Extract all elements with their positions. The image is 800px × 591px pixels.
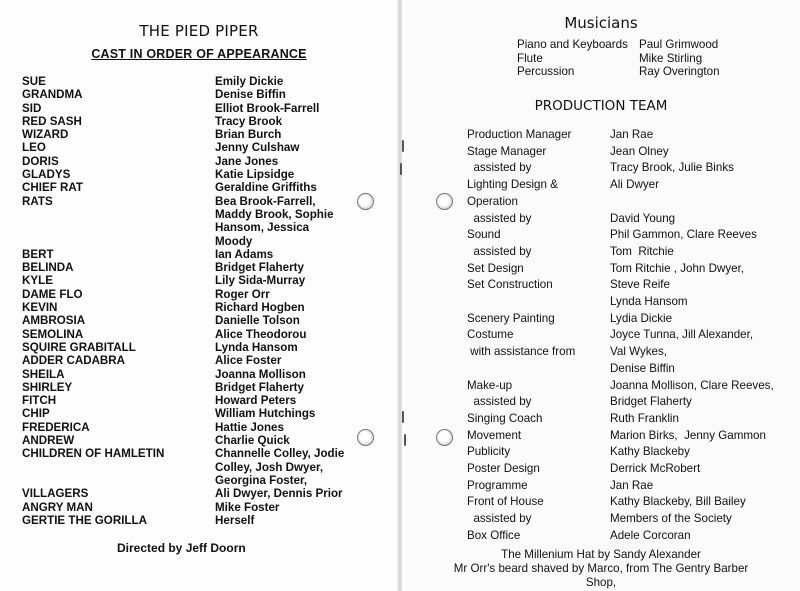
cast-actor-line: Lily Sida-Murray — [215, 274, 306, 288]
musician-row — [517, 52, 720, 66]
production-name: Phil Gammon, Clare Reeves — [610, 228, 757, 242]
production-role: Lighting Design & — [467, 178, 558, 192]
production-role: assisted by — [467, 244, 532, 258]
cast-actor — [215, 354, 345, 367]
cast-row — [22, 421, 345, 434]
cast-actor-line: Hattie Jones — [215, 420, 284, 434]
production-role — [467, 361, 610, 378]
cast-row — [22, 434, 345, 447]
production-name: Steve Reife — [610, 278, 670, 292]
production-row — [467, 294, 790, 311]
production-name: Jan Rae — [610, 128, 654, 141]
production-role: Set Design — [467, 261, 524, 275]
production-name: Derrick McRobert — [610, 462, 701, 476]
cast-actor — [215, 274, 345, 287]
cast-actor-line: Hansom, Jessica — [215, 221, 310, 235]
cast-role: CHIP — [22, 407, 50, 421]
cast-row — [22, 168, 345, 181]
cast-actor-line: Colley, Josh Dwyer, — [215, 460, 324, 474]
cast-row — [22, 195, 345, 248]
production-name: Jan Rae — [610, 478, 654, 492]
production-row — [467, 478, 790, 495]
cast-row — [22, 341, 345, 354]
cast-role: BELINDA — [22, 261, 74, 275]
footer-line: Mr Orr's beard shaved by Marco, from The Gentry Barber — [453, 562, 749, 575]
musician-instrument: Piano and Keyboards — [517, 38, 628, 51]
cast-role: GRANDMA — [22, 88, 83, 102]
production-row — [467, 127, 790, 144]
play-title: THE PIED PIPER — [139, 22, 259, 40]
production-role: Production Manager — [467, 128, 572, 141]
production-row — [467, 327, 790, 344]
cast-actor-line: Channelle Colley, Jodie — [215, 447, 345, 461]
production-name: Joanna Mollison, Clare Reeves, — [610, 378, 774, 392]
musician-row — [517, 65, 720, 79]
production-name: David Young — [610, 211, 676, 225]
production-row — [467, 494, 790, 511]
cast-actor-line: Howard Peters — [215, 394, 297, 408]
production-row — [467, 227, 790, 244]
cast-actor-line: Brian Burch — [215, 128, 282, 142]
production-name: Denise Biffin — [610, 361, 675, 375]
cast-role: BERT — [22, 247, 54, 261]
production-row — [467, 160, 790, 177]
cast-row — [22, 368, 345, 381]
cast-actor — [215, 341, 345, 354]
cast-actor — [215, 381, 345, 394]
cast-actor — [215, 75, 345, 88]
cast-row — [22, 381, 345, 394]
production-team-list — [467, 127, 790, 545]
production-role: Set Construction — [467, 278, 553, 292]
production-name: Kathy Blackeby, Bill Bailey — [610, 495, 746, 509]
cast-row — [22, 141, 345, 154]
cast-row — [22, 274, 345, 287]
cast-role: FITCH — [22, 394, 57, 408]
cast-actor — [215, 128, 345, 141]
musicians-list — [517, 38, 720, 79]
cast-actor-line: Alice Foster — [215, 354, 282, 368]
cast-actor-line: Bea Brook-Farrell, — [215, 194, 316, 208]
cast-actor-line: Georgina Foster, — [215, 473, 308, 487]
punch-hole-icon — [436, 429, 453, 446]
staple-mark-icon — [402, 411, 404, 423]
production-role: assisted by — [467, 512, 532, 526]
musician-instrument: Flute — [517, 51, 543, 65]
punch-hole-icon — [357, 193, 374, 210]
production-role: Singing Coach — [467, 411, 543, 425]
production-row — [467, 194, 790, 211]
cast-actor — [215, 288, 345, 301]
cast-actor — [215, 301, 345, 314]
cast-actor-line: William Hutchings — [215, 407, 316, 421]
production-role: Publicity — [467, 445, 511, 459]
production-role: Poster Design — [467, 462, 540, 476]
production-role: assisted by — [467, 211, 532, 225]
production-name: Tom Ritchie — [610, 244, 674, 258]
musician-name: Paul Grimwood — [639, 38, 719, 51]
cast-row — [22, 261, 345, 274]
production-name: Tracy Brook, Julie Binks — [610, 161, 734, 175]
production-role: Operation — [467, 194, 518, 208]
cast-actor-line: Ali Dwyer, Dennis Prior — [215, 487, 343, 501]
cast-actor-line: Elliot Brook-Farrell — [215, 101, 320, 115]
cast-role: AMBROSIA — [22, 314, 86, 328]
production-role: Movement — [467, 428, 522, 442]
cast-actor-line: Ian Adams — [215, 247, 274, 261]
cast-actor-line: Charlie Quick — [215, 434, 290, 448]
cast-role: FREDERICA — [22, 420, 90, 434]
cast-actor — [215, 181, 345, 194]
punch-hole-icon — [436, 193, 453, 210]
cast-heading: CAST IN ORDER OF APPEARANCE — [91, 47, 307, 61]
production-name: Marion Birks, Jenny Gammon — [610, 428, 766, 442]
production-row — [467, 144, 790, 161]
staple-mark-icon — [402, 140, 404, 152]
production-row — [467, 344, 790, 361]
production-role: Scenery Painting — [467, 311, 555, 325]
right-page — [402, 0, 800, 591]
cast-actor — [215, 141, 345, 154]
production-name: Adele Corcoran — [610, 528, 691, 542]
cast-actor — [215, 407, 345, 420]
production-role: assisted by — [467, 395, 532, 409]
production-row — [467, 361, 790, 378]
cast-actor — [215, 328, 345, 341]
cast-actor-line: Katie Lipsidge — [215, 168, 295, 182]
cast-role: KYLE — [22, 274, 53, 288]
cast-actor — [215, 102, 345, 115]
production-name: Members of the Society — [610, 512, 732, 526]
cast-role: SQUIRE GRABITALL — [22, 340, 136, 354]
footer-line: Shop, — [585, 576, 617, 589]
cast-row — [22, 155, 345, 168]
cast-row — [22, 115, 345, 128]
cast-role: CHILDREN OF HAMLETIN — [22, 447, 165, 461]
cast-row — [22, 501, 345, 514]
cast-actor — [215, 155, 345, 168]
cast-role: DORIS — [22, 154, 59, 168]
cast-actor-line: Richard Hogben — [215, 301, 305, 315]
cast-actor — [215, 248, 345, 261]
staple-mark-icon — [400, 163, 402, 175]
cast-actor — [215, 421, 345, 434]
cast-role: RED SASH — [22, 114, 82, 128]
cast-actor-line: Mike Foster — [215, 500, 280, 514]
cast-row — [22, 354, 345, 367]
cast-actor-line: Alice Theodorou — [215, 327, 307, 341]
cast-actor-line: Bridget Flaherty — [215, 261, 304, 275]
cast-actor-line: Moody — [215, 234, 253, 248]
cast-role: RATS — [22, 194, 53, 208]
staple-mark-icon — [404, 434, 406, 446]
musician-instrument: Percussion — [517, 65, 575, 78]
production-role: Programme — [467, 478, 528, 492]
production-name: Val Wykes, — [610, 345, 668, 359]
cast-actor — [215, 88, 345, 101]
production-row — [467, 211, 790, 228]
cast-actor-line: Jenny Culshaw — [215, 141, 300, 155]
production-name: Tom Ritchie , John Dwyer, — [610, 261, 745, 275]
production-row — [467, 394, 790, 411]
production-name: Jean Olney — [610, 144, 669, 158]
production-role: Front of House — [467, 495, 544, 509]
cast-role: DAME FLO — [22, 287, 83, 301]
cast-actor-line: Emily Dickie — [215, 75, 284, 88]
production-role: Costume — [467, 328, 514, 342]
production-row — [467, 461, 790, 478]
cast-row — [22, 314, 345, 327]
cast-actor — [215, 501, 345, 514]
cast-actor — [215, 314, 345, 327]
production-role: with assistance from — [467, 345, 576, 359]
cast-row — [22, 514, 345, 527]
production-name: Joyce Tunna, Jill Alexander, — [610, 328, 754, 342]
cast-row — [22, 102, 345, 115]
cast-row — [22, 128, 345, 141]
cast-role: CHIEF RAT — [22, 181, 83, 195]
cast-row — [22, 248, 345, 261]
production-name: Lynda Hansom — [610, 295, 688, 309]
cast-role: SEMOLINA — [22, 327, 84, 341]
cast-actor — [215, 394, 345, 407]
production-row — [467, 528, 790, 545]
cast-row — [22, 181, 345, 194]
production-role — [467, 294, 610, 311]
cast-actor — [215, 514, 345, 527]
left-page — [0, 0, 398, 591]
cast-actor — [215, 261, 345, 274]
cast-actor-line: Danielle Tolson — [215, 314, 300, 328]
cast-actor-line: Roger Orr — [215, 287, 270, 301]
cast-actor — [215, 115, 345, 128]
cast-actor-line: Denise Biffin — [215, 88, 286, 102]
cast-role: LEO — [22, 141, 46, 155]
production-name: Ruth Franklin — [610, 411, 679, 425]
cast-actor-line: Lynda Hansom — [215, 340, 298, 354]
cast-row — [22, 407, 345, 420]
musician-name: Mike Stirling — [639, 51, 703, 65]
production-name: Lydia Dickie — [610, 311, 673, 325]
cast-row — [22, 88, 345, 101]
cast-actor — [215, 168, 345, 181]
cast-actor-line: Joanna Mollison — [215, 367, 306, 381]
footer-line: The Millenium Hat by Sandy Alexander — [501, 548, 701, 561]
cast-actor — [215, 434, 345, 447]
cast-row — [22, 487, 345, 500]
production-row — [467, 428, 790, 445]
production-role: Make-up — [467, 378, 513, 392]
cast-role: GERTIE THE GORILLA — [22, 513, 147, 527]
cast-role: GLADYS — [22, 168, 71, 182]
production-row — [467, 277, 790, 294]
cast-role: SUE — [22, 75, 46, 88]
cast-role: VILLAGERS — [22, 487, 89, 501]
cast-row — [22, 394, 345, 407]
production-row — [467, 511, 790, 528]
cast-role: WIZARD — [22, 128, 69, 142]
cast-row — [22, 288, 345, 301]
production-row — [467, 244, 790, 261]
cast-actor — [215, 487, 345, 500]
production-name: Ali Dwyer — [610, 178, 659, 192]
production-row — [467, 378, 790, 395]
production-team-heading: PRODUCTION TEAM — [534, 98, 668, 114]
punch-hole-icon — [357, 429, 374, 446]
cast-actor — [215, 368, 345, 381]
cast-actor-line: Tracy Brook — [215, 114, 283, 128]
cast-row — [22, 301, 345, 314]
musician-name: Ray Overington — [639, 65, 720, 78]
cast-actor-line: Herself — [215, 513, 255, 527]
cast-actor — [215, 447, 345, 487]
cast-actor-line: Maddy Brook, Sophie — [215, 207, 334, 221]
production-name: Kathy Blackeby — [610, 445, 690, 459]
production-role: Sound — [467, 228, 501, 242]
musicians-heading: Musicians — [564, 14, 638, 32]
cast-actor-line: Bridget Flaherty — [215, 380, 304, 394]
cast-actor-line: Jane Jones — [215, 154, 279, 168]
production-role: Box Office — [467, 528, 521, 542]
production-row — [467, 177, 790, 194]
cast-role: ANDREW — [22, 434, 75, 448]
cast-role: ADDER CADABRA — [22, 354, 126, 368]
cast-role: KEVIN — [22, 301, 58, 315]
cast-role: SHEILA — [22, 367, 65, 381]
production-row — [467, 261, 790, 278]
cast-row — [22, 328, 345, 341]
cast-row — [22, 75, 345, 88]
cast-role: SID — [22, 101, 42, 115]
production-name — [610, 194, 790, 211]
cast-actor-line: Geraldine Griffiths — [215, 181, 317, 195]
production-role: Stage Manager — [467, 144, 547, 158]
production-name: Bridget Flaherty — [610, 395, 692, 409]
cast-row — [22, 447, 345, 487]
director-credit: Directed by Jeff Doorn — [117, 541, 246, 555]
production-row — [467, 444, 790, 461]
cast-role: SHIRLEY — [22, 380, 73, 394]
cast-actor — [215, 195, 345, 248]
production-role: assisted by — [467, 161, 532, 175]
cast-role: ANGRY MAN — [22, 500, 93, 514]
musician-row — [517, 38, 720, 52]
cast-list — [22, 75, 345, 527]
production-row — [467, 311, 790, 328]
production-row — [467, 411, 790, 428]
